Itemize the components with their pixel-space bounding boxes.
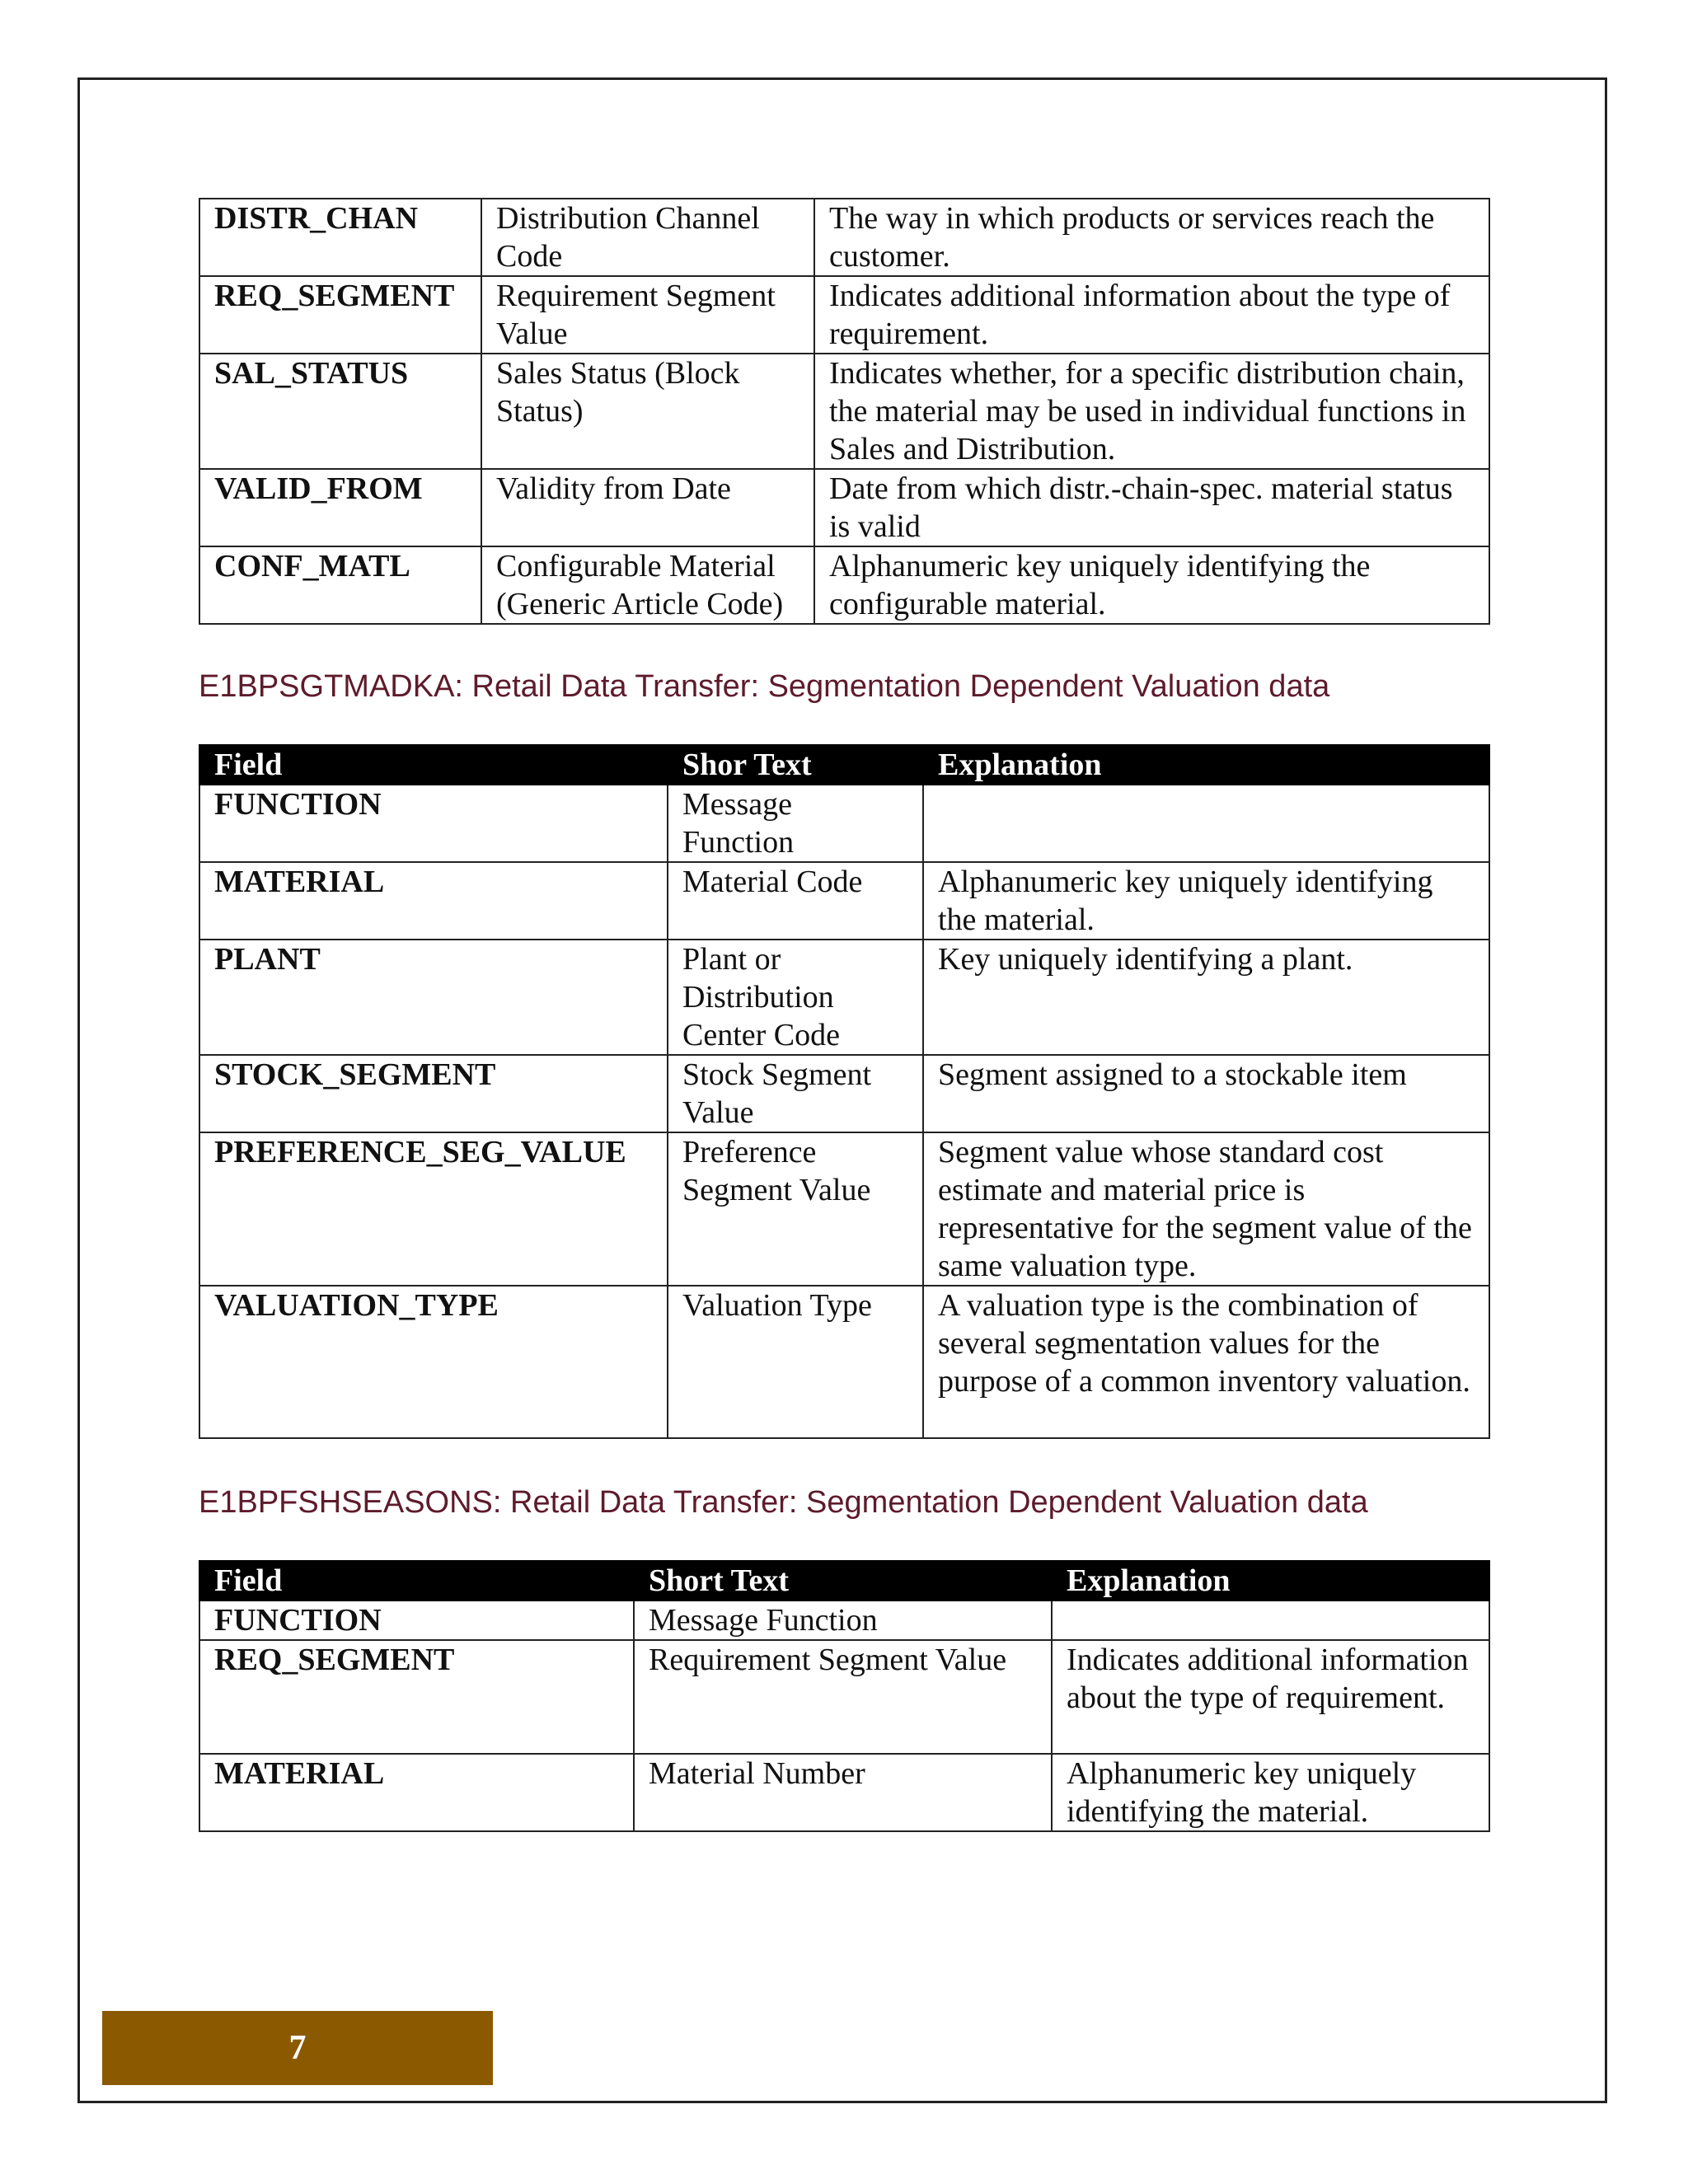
explanation: Segment assigned to a stockable item (923, 1055, 1489, 1132)
short-text: Sales Status (Block Status) (481, 354, 814, 469)
field-name: DISTR_CHAN (199, 199, 481, 276)
short-text: Message Function (668, 785, 923, 862)
explanation: Date from which distr.-chain-spec. material status is valid (814, 469, 1489, 546)
explanation: The way in which products or services reach the customer. (814, 199, 1489, 276)
table-row (199, 1754, 1489, 1831)
header-short-text: Shor Text (668, 745, 923, 785)
explanation: Alphanumeric key uniquely identifying the material. (1052, 1754, 1489, 1831)
field-name: VALID_FROM (199, 469, 481, 546)
table-row (199, 546, 1489, 624)
table-header-row (199, 1561, 1489, 1601)
table-e1bpsgtmadka (199, 744, 1490, 1439)
explanation: Key uniquely identifying a plant. (923, 940, 1489, 1055)
explanation (1052, 1601, 1489, 1640)
short-text: Material Code (668, 862, 923, 940)
field-name: PLANT (199, 940, 668, 1055)
table-row (199, 1640, 1489, 1754)
short-text: Validity from Date (481, 469, 814, 546)
short-text: Plant or Distribution Center Code (668, 940, 923, 1055)
field-name: FUNCTION (199, 785, 668, 862)
field-name: STOCK_SEGMENT (199, 1055, 668, 1132)
table-row (199, 862, 1489, 940)
table-header-row (199, 745, 1489, 785)
header-field: Field (199, 745, 668, 785)
header-field: Field (199, 1561, 634, 1601)
field-name: REQ_SEGMENT (199, 1640, 634, 1754)
table-row (199, 1286, 1489, 1438)
table-distribution-fields (199, 198, 1490, 625)
field-name: PREFERENCE_SEG_VALUE (199, 1132, 668, 1286)
field-name: CONF_MATL (199, 546, 481, 624)
short-text: Requirement Segment Value (634, 1640, 1052, 1754)
explanation: Alphanumeric key uniquely identifying the material. (923, 862, 1489, 940)
short-text: Preference Segment Value (668, 1132, 923, 1286)
field-name: MATERIAL (199, 1754, 634, 1831)
header-explanation: Explanation (923, 745, 1489, 785)
section-heading-e1bpsgtmadka: E1BPSGTMADKA: Retail Data Transfer: Segmentation Dependent Valuation data (199, 669, 1330, 704)
table-row (199, 785, 1489, 862)
table-row (199, 354, 1489, 469)
table-row (199, 199, 1489, 276)
table-row (199, 1132, 1489, 1286)
explanation: Indicates additional information about the type of requirement. (814, 276, 1489, 354)
field-name: MATERIAL (199, 862, 668, 940)
field-name: REQ_SEGMENT (199, 276, 481, 354)
short-text: Distribution Channel Code (481, 199, 814, 276)
table-e1bpfshseasons (199, 1560, 1490, 1832)
field-name: FUNCTION (199, 1601, 634, 1640)
table-row (199, 1601, 1489, 1640)
field-name: VALUATION_TYPE (199, 1286, 668, 1438)
table-row (199, 276, 1489, 354)
short-text: Requirement Segment Value (481, 276, 814, 354)
explanation: Alphanumeric key uniquely identifying the configurable material. (814, 546, 1489, 624)
explanation: Indicates additional information about the type of requirement. (1052, 1640, 1489, 1754)
page-number-bar (102, 2011, 493, 2085)
explanation: A valuation type is the combination of several segmentation values for the purpose of a common inventory valuation. (923, 1286, 1489, 1438)
table-row (199, 469, 1489, 546)
table-row (199, 1055, 1489, 1132)
short-text: Valuation Type (668, 1286, 923, 1438)
explanation (923, 785, 1489, 862)
explanation: Indicates whether, for a specific distribution chain, the material may be used in individual functions in Sales and Distribution. (814, 354, 1489, 469)
header-explanation: Explanation (1052, 1561, 1489, 1601)
short-text: Configurable Material (Generic Article Code) (481, 546, 814, 624)
section-heading-e1bpfshseasons: E1BPFSHSEASONS: Retail Data Transfer: Segmentation Dependent Valuation data (199, 1485, 1368, 1520)
header-short-text: Short Text (634, 1561, 1052, 1601)
short-text: Message Function (634, 1601, 1052, 1640)
table-row (199, 940, 1489, 1055)
page-number: 7 (288, 2029, 307, 2067)
short-text: Stock Segment Value (668, 1055, 923, 1132)
explanation: Segment value whose standard cost estimate and material price is representative for the segment value of the same valuation type. (923, 1132, 1489, 1286)
short-text: Material Number (634, 1754, 1052, 1831)
field-name: SAL_STATUS (199, 354, 481, 469)
